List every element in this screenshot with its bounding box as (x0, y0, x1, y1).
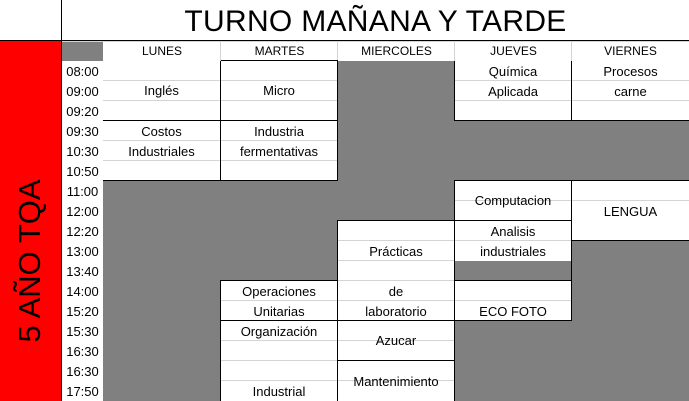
gridline (221, 300, 337, 301)
day-header-miercoles: MIERCOLES (361, 44, 432, 58)
time-slot: 08:00 (66, 63, 99, 79)
border-line (0, 40, 61, 41)
border-line (455, 220, 572, 221)
gridline (338, 260, 454, 261)
gridline (338, 240, 454, 241)
class-azucar: Azucar (375, 333, 417, 348)
class-practicas: Prácticas (369, 244, 423, 259)
border-line (338, 360, 455, 361)
corner-cell (62, 41, 103, 61)
gridline (221, 340, 337, 341)
class-costos-line2: Industriales (128, 144, 195, 159)
free-block (103, 181, 221, 401)
gridline (338, 280, 454, 281)
class-eco-foto: ECO FOTO (479, 304, 547, 319)
gridline (337, 41, 338, 61)
time-slot: 16:30 (66, 343, 99, 359)
class-analisis-line1: Analisis (490, 224, 536, 239)
border-line (455, 180, 572, 181)
gridline (572, 100, 689, 101)
time-slot: 10:50 (66, 163, 99, 179)
border-line (220, 280, 338, 281)
class-practicas-laboratorio: laboratorio (365, 304, 427, 319)
border-line (61, 40, 689, 41)
border-line (572, 240, 689, 241)
class-operaciones-line1: Operaciones (242, 284, 316, 299)
gridline (338, 300, 454, 301)
free-block (572, 241, 689, 401)
border-line (572, 180, 689, 181)
gridline (103, 160, 220, 161)
border-line (455, 280, 572, 281)
gridline (571, 41, 572, 61)
border-line (221, 120, 338, 121)
class-costos-line1: Costos (141, 124, 182, 139)
time-slot: 17:50 (66, 383, 99, 399)
border-line (454, 180, 455, 401)
border-line (103, 120, 220, 121)
time-slot: 09:00 (66, 83, 99, 99)
border-line (103, 180, 220, 181)
border-line (571, 180, 572, 321)
class-quimica-line1: Química (488, 64, 538, 79)
time-slot: 09:30 (66, 123, 99, 139)
gridline (455, 100, 571, 101)
course-label-text: 5 AÑO TQA (12, 179, 47, 343)
time-slot: 14:00 (66, 283, 99, 299)
time-slot: 13:00 (66, 243, 99, 259)
day-header-martes: MARTES (254, 44, 305, 58)
gridline (572, 200, 689, 201)
border-line (220, 61, 221, 181)
time-slot: 15:30 (66, 323, 99, 339)
gridline (221, 380, 337, 381)
gridline (455, 300, 571, 301)
class-operaciones-line2: Unitarias (253, 304, 305, 319)
time-slot: 16:30 (66, 363, 99, 379)
gridline (221, 100, 337, 101)
day-header-viernes: VIERNES (604, 44, 657, 58)
gridline (220, 41, 221, 61)
class-procesos-line1: Procesos (603, 64, 658, 79)
class-industrial: Industrial (252, 384, 306, 399)
border-line (221, 320, 337, 321)
border-line (221, 180, 338, 181)
class-computacion: Computacion (474, 193, 552, 208)
border-line (61, 0, 62, 401)
gridline (221, 80, 337, 81)
gridline (572, 80, 689, 81)
class-mantenimiento: Mantenimiento (353, 374, 439, 389)
class-quimica-line2: Aplicada (488, 84, 538, 99)
free-block (455, 321, 572, 401)
border-line (220, 280, 221, 401)
time-slot: 12:00 (66, 203, 99, 219)
time-slot: 15:20 (66, 303, 99, 319)
gridline (103, 100, 220, 101)
gridline (455, 240, 571, 241)
gridline (221, 160, 337, 161)
class-ingles: Inglés (144, 83, 179, 98)
gridline (454, 41, 455, 61)
course-side-label (0, 41, 61, 401)
border-line (454, 61, 455, 121)
time-slot: 10:30 (66, 143, 99, 159)
border-line (337, 61, 338, 181)
border-line (338, 220, 455, 221)
gridline (103, 140, 220, 141)
gridline (221, 360, 337, 361)
border-line (455, 120, 689, 121)
gridline (62, 41, 689, 42)
free-block (455, 121, 689, 181)
schedule-title: TURNO MAÑANA Y TARDE (184, 5, 567, 38)
class-lengua: LENGUA (603, 204, 658, 219)
gridline (455, 80, 571, 81)
class-organizacion: Organización (240, 324, 318, 339)
class-industria-line1: Industria (254, 124, 304, 139)
day-header-jueves: JUEVES (490, 44, 537, 58)
time-slot: 09:20 (66, 103, 99, 119)
time-slot: 13:40 (66, 263, 99, 279)
free-block (455, 261, 572, 281)
free-block (338, 61, 455, 221)
free-block (221, 181, 338, 281)
class-procesos-line2: carne (614, 84, 647, 99)
border-line (338, 320, 455, 321)
day-header-lunes: LUNES (141, 44, 182, 58)
time-slot: 11:00 (66, 183, 99, 199)
class-analisis-line2: industriales (480, 244, 546, 259)
border-line (337, 220, 338, 401)
class-practicas-de: de (388, 284, 404, 299)
border-line (571, 61, 572, 121)
time-slot: 12:20 (66, 223, 99, 239)
border-line (221, 60, 338, 61)
class-industria-line2: fermentativas (239, 144, 319, 159)
class-micro: Micro (263, 83, 295, 98)
gridline (221, 140, 337, 141)
border-line (455, 320, 572, 321)
gridline (103, 80, 220, 81)
